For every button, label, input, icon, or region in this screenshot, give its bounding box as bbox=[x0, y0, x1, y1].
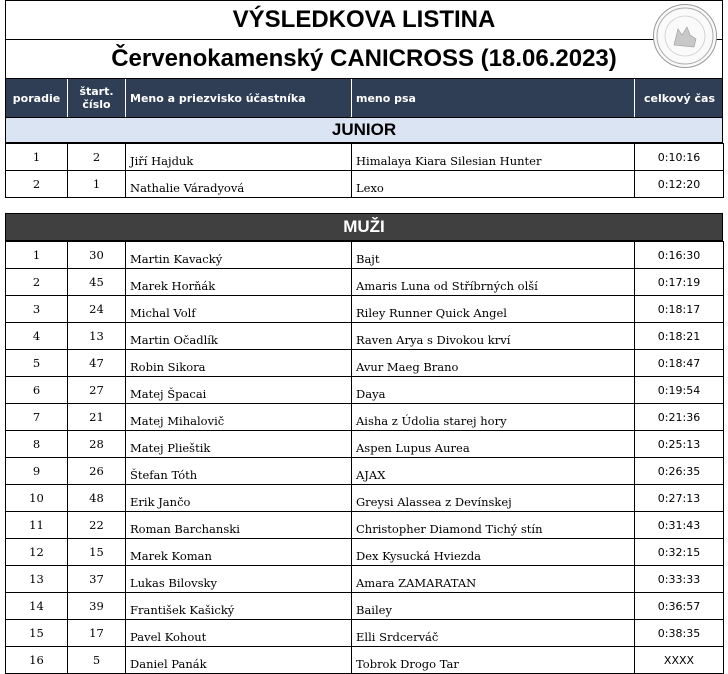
table-row bbox=[6, 269, 724, 296]
column-header-start-line2: číslo bbox=[82, 98, 111, 111]
cell-start-number: 15 bbox=[68, 539, 126, 566]
column-header-start-number bbox=[68, 79, 126, 117]
table-row bbox=[6, 647, 724, 674]
cell-rank: 14 bbox=[6, 593, 68, 620]
cell-start-number: 2 bbox=[68, 144, 126, 171]
cell-participant-name: Marek Koman bbox=[126, 539, 352, 566]
cell-participant-name: Matej Špacai bbox=[126, 377, 352, 404]
cell-total-time: 0:33:33 bbox=[635, 566, 724, 593]
cell-total-time: 0:36:57 bbox=[635, 593, 724, 620]
table-row bbox=[6, 512, 724, 539]
cell-start-number: 13 bbox=[68, 323, 126, 350]
table-row bbox=[6, 296, 724, 323]
cell-dog-name: Bajt bbox=[352, 242, 635, 269]
cell-dog-name: Aspen Lupus Aurea bbox=[352, 431, 635, 458]
table-row bbox=[6, 171, 724, 198]
cell-participant-name: Lukas Bilovsky bbox=[126, 566, 352, 593]
table-row bbox=[6, 144, 724, 171]
cell-rank: 6 bbox=[6, 377, 68, 404]
cell-total-time: 0:31:43 bbox=[635, 512, 724, 539]
cell-start-number: 17 bbox=[68, 620, 126, 647]
cell-start-number: 24 bbox=[68, 296, 126, 323]
cell-rank: 1 bbox=[6, 144, 68, 171]
cell-start-number: 26 bbox=[68, 458, 126, 485]
table-row bbox=[6, 620, 724, 647]
cell-rank: 5 bbox=[6, 350, 68, 377]
cell-start-number: 45 bbox=[68, 269, 126, 296]
junior-results-table bbox=[5, 143, 724, 198]
cell-participant-name: Erik Jančo bbox=[126, 485, 352, 512]
column-header-start-line1: štart. bbox=[79, 85, 114, 98]
cell-participant-name: Marek Horňák bbox=[126, 269, 352, 296]
cell-dog-name: Avur Maeg Brano bbox=[352, 350, 635, 377]
cell-dog-name: Raven Arya s Divokou krví bbox=[352, 323, 635, 350]
section-header-junior: JUNIOR bbox=[5, 117, 723, 143]
cell-participant-name: Michal Volf bbox=[126, 296, 352, 323]
cell-rank: 1 bbox=[6, 242, 68, 269]
table-row bbox=[6, 458, 724, 485]
cell-participant-name: Matej Mihalovič bbox=[126, 404, 352, 431]
cell-total-time: 0:18:21 bbox=[635, 323, 724, 350]
column-header-rank: poradie bbox=[6, 79, 68, 117]
table-row bbox=[6, 377, 724, 404]
cell-start-number: 27 bbox=[68, 377, 126, 404]
cell-total-time: 0:21:36 bbox=[635, 404, 724, 431]
cell-total-time: 0:27:13 bbox=[635, 485, 724, 512]
cell-rank: 8 bbox=[6, 431, 68, 458]
cell-dog-name: Greysi Alassea z Devínskej bbox=[352, 485, 635, 512]
table-row bbox=[6, 323, 724, 350]
cell-participant-name: František Kašický bbox=[126, 593, 352, 620]
column-header-dog: meno psa bbox=[352, 79, 635, 117]
column-header-name: Meno a priezvisko účastníka bbox=[126, 79, 352, 117]
table-row bbox=[6, 539, 724, 566]
cell-total-time: 0:16:30 bbox=[635, 242, 724, 269]
cell-rank: 3 bbox=[6, 296, 68, 323]
cell-total-time: 0:38:35 bbox=[635, 620, 724, 647]
cell-rank: 2 bbox=[6, 269, 68, 296]
cell-total-time: 0:18:47 bbox=[635, 350, 724, 377]
cell-dog-name: Christopher Diamond Tichý stín bbox=[352, 512, 635, 539]
cell-participant-name: Matej Plieštik bbox=[126, 431, 352, 458]
cell-participant-name: Nathalie Váradyová bbox=[126, 171, 352, 198]
cell-dog-name: Lexo bbox=[352, 171, 635, 198]
cell-participant-name: Roman Barchanski bbox=[126, 512, 352, 539]
cell-participant-name: Martin Očadlík bbox=[126, 323, 352, 350]
cell-start-number: 1 bbox=[68, 171, 126, 198]
cell-participant-name: Martin Kavacký bbox=[126, 242, 352, 269]
cell-dog-name: Amara ZAMARATAN bbox=[352, 566, 635, 593]
cell-total-time: 0:10:16 bbox=[635, 144, 724, 171]
cell-dog-name: Aisha z Údolia starej hory bbox=[352, 404, 635, 431]
cell-start-number: 21 bbox=[68, 404, 126, 431]
cell-rank: 10 bbox=[6, 485, 68, 512]
cell-total-time: 0:12:20 bbox=[635, 171, 724, 198]
cell-start-number: 22 bbox=[68, 512, 126, 539]
cell-participant-name: Robin Sikora bbox=[126, 350, 352, 377]
cell-dog-name: Daya bbox=[352, 377, 635, 404]
club-emblem-icon bbox=[653, 4, 717, 68]
muzi-results-table bbox=[5, 241, 724, 674]
cell-rank: 16 bbox=[6, 647, 68, 674]
cell-participant-name: Jiří Hajduk bbox=[126, 144, 352, 171]
cell-rank: 13 bbox=[6, 566, 68, 593]
cell-start-number: 39 bbox=[68, 593, 126, 620]
cell-participant-name: Pavel Kohout bbox=[126, 620, 352, 647]
section-header-muzi: MUŽI bbox=[5, 213, 723, 241]
table-row bbox=[6, 350, 724, 377]
column-header-time: celkový čas bbox=[644, 91, 715, 105]
results-sheet bbox=[5, 0, 723, 674]
cell-total-time: XXXX bbox=[635, 647, 724, 674]
cell-start-number: 37 bbox=[68, 566, 126, 593]
cell-dog-name: Amaris Luna od Stříbrných olší bbox=[352, 269, 635, 296]
cell-dog-name: Riley Runner Quick Angel bbox=[352, 296, 635, 323]
cell-rank: 15 bbox=[6, 620, 68, 647]
cell-start-number: 30 bbox=[68, 242, 126, 269]
cell-dog-name: Elli Srdcerváč bbox=[352, 620, 635, 647]
table-row bbox=[6, 593, 724, 620]
cell-total-time: 0:17:19 bbox=[635, 269, 724, 296]
column-header-row bbox=[5, 79, 723, 117]
cell-total-time: 0:25:13 bbox=[635, 431, 724, 458]
cell-start-number: 28 bbox=[68, 431, 126, 458]
table-row bbox=[6, 242, 724, 269]
cell-start-number: 48 bbox=[68, 485, 126, 512]
event-subtitle: Červenokamenský CANICROSS (18.06.2023) bbox=[5, 39, 723, 79]
cell-rank: 7 bbox=[6, 404, 68, 431]
cell-dog-name: AJAX bbox=[352, 458, 635, 485]
cell-dog-name: Himalaya Kiara Silesian Hunter bbox=[352, 144, 635, 171]
cell-total-time: 0:26:35 bbox=[635, 458, 724, 485]
cell-rank: 9 bbox=[6, 458, 68, 485]
cell-rank: 2 bbox=[6, 171, 68, 198]
table-row bbox=[6, 566, 724, 593]
cell-dog-name: Dex Kysucká Hviezda bbox=[352, 539, 635, 566]
cell-participant-name: Štefan Tóth bbox=[126, 458, 352, 485]
cell-total-time: 0:19:54 bbox=[635, 377, 724, 404]
cell-dog-name: Bailey bbox=[352, 593, 635, 620]
cell-total-time: 0:32:15 bbox=[635, 539, 724, 566]
cell-rank: 11 bbox=[6, 512, 68, 539]
cell-start-number: 5 bbox=[68, 647, 126, 674]
table-row bbox=[6, 404, 724, 431]
cell-start-number: 47 bbox=[68, 350, 126, 377]
cell-dog-name: Tobrok Drogo Tar bbox=[352, 647, 635, 674]
sheet-title: VÝSLEDKOVA LISTINA bbox=[5, 0, 723, 39]
cell-rank: 4 bbox=[6, 323, 68, 350]
table-row bbox=[6, 431, 724, 458]
cell-participant-name: Daniel Panák bbox=[126, 647, 352, 674]
cell-rank: 12 bbox=[6, 539, 68, 566]
table-row bbox=[6, 485, 724, 512]
cell-total-time: 0:18:17 bbox=[635, 296, 724, 323]
